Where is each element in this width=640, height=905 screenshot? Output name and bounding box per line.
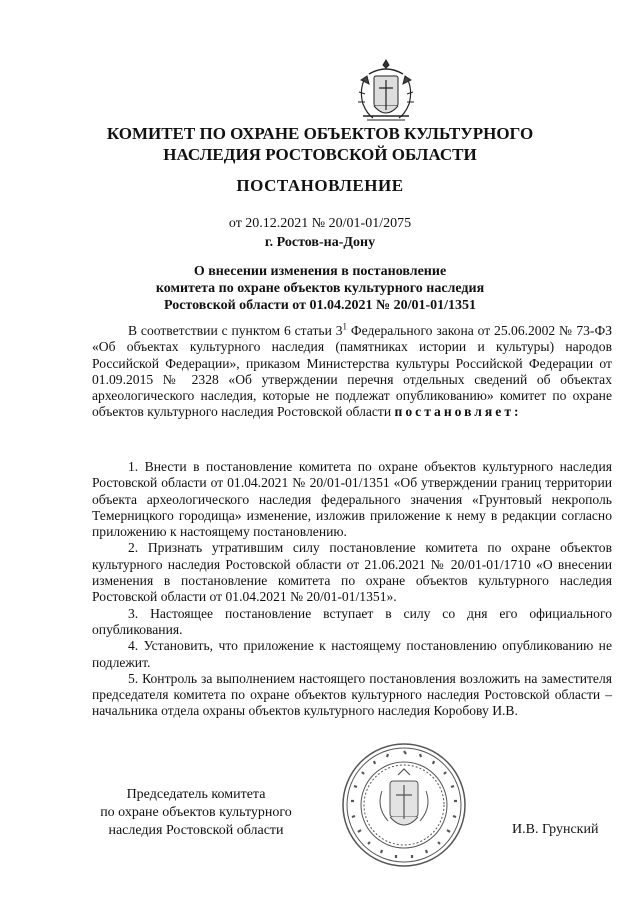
coat-of-arms-emblem xyxy=(355,58,417,128)
resolution-items xyxy=(92,459,612,720)
document-subject xyxy=(60,263,580,314)
resolution-item: 2. Признать утратившим силу постановление комитета по охране объектов культурного наследия Ростовской области от 21.06.2021 № 20/01-01/1710 «О внесении изменения в постановление комитета по охране объектов культурного наследия Ростовской области от 01.04.2021 № 20/01-01/1351». xyxy=(92,540,612,605)
article-superscript: 1 xyxy=(342,321,348,332)
signatory-title-line-1: Председатель комитета xyxy=(126,787,266,802)
resolution-item: 3. Настоящее постановление вступает в силу со дня его официального опубликования. xyxy=(92,605,612,637)
city: г. Ростов-на-Дону xyxy=(264,235,376,250)
signatory-title-line-2: по охране объектов культурного xyxy=(100,805,292,820)
signatory-title xyxy=(84,786,308,840)
document-meta xyxy=(60,214,580,252)
subject-line-2: комитета по охране объектов культурного наследия xyxy=(155,281,485,296)
organization-name xyxy=(60,123,580,165)
subject-line-1: О внесении изменения в постановление xyxy=(193,264,447,279)
org-line-1: КОМИТЕТ ПО ОХРАНЕ ОБЪЕКТОВ КУЛЬТУРНОГО xyxy=(106,124,534,143)
preamble-part-2: Федерального закона от 25.06.2002 № 73-ФЗ «Об объектах культурного наследия (памятниках истории и культуры) народов Российской Федерации», приказом Министерства культуры Российской Федерации от 01.09.2015 № 2328 «Об утверждении перечня отдельных сведений об объектах археологического наследия, которые не подлежат опубликованию» комитет по охране объектов культурного наследия Ростовской области xyxy=(92,323,613,420)
resolves-word: постановляет: xyxy=(394,404,522,420)
signatory-title-line-3: наследия Ростовской области xyxy=(108,823,284,838)
resolution-item: 5. Контроль за выполнением настоящего постановления возложить на заместителя председателя комитета по охране объектов культурного наследия Ростовской области – начальника отдела охраны объектов культурного наследия Коробову И.В. xyxy=(92,670,612,719)
signer-name: И.В. Грунский xyxy=(512,822,599,837)
subject-line-3: Ростовской области от 01.04.2021 № 20/01-01/1351 xyxy=(163,298,477,313)
date-number: от 20.12.2021 № 20/01-01/2075 xyxy=(228,216,412,231)
document-type: ПОСТАНОВЛЕНИЕ xyxy=(236,176,404,195)
official-seal-stamp xyxy=(340,741,468,869)
preamble-paragraph xyxy=(92,323,612,421)
preamble-part-1: В соответствии с пунктом 6 статьи 3 xyxy=(128,323,343,338)
resolution-item: 1. Внести в постановление комитета по охране объектов культурного наследия Ростовской области от 01.04.2021 № 20/01-01/1351 «Об утверждении границ территории объекта археологического наследия федерального значения «Грунтовый некрополь Темерницкого городища» изменение, изложив приложение к нему в редакции согласно приложению к настоящему постановлению. xyxy=(92,459,612,540)
org-line-2: НАСЛЕДИЯ РОСТОВСКОЙ ОБЛАСТИ xyxy=(163,145,477,164)
resolution-item: 4. Установить, что приложение к настоящему постановлению опубликованию не подлежит. xyxy=(92,638,612,670)
